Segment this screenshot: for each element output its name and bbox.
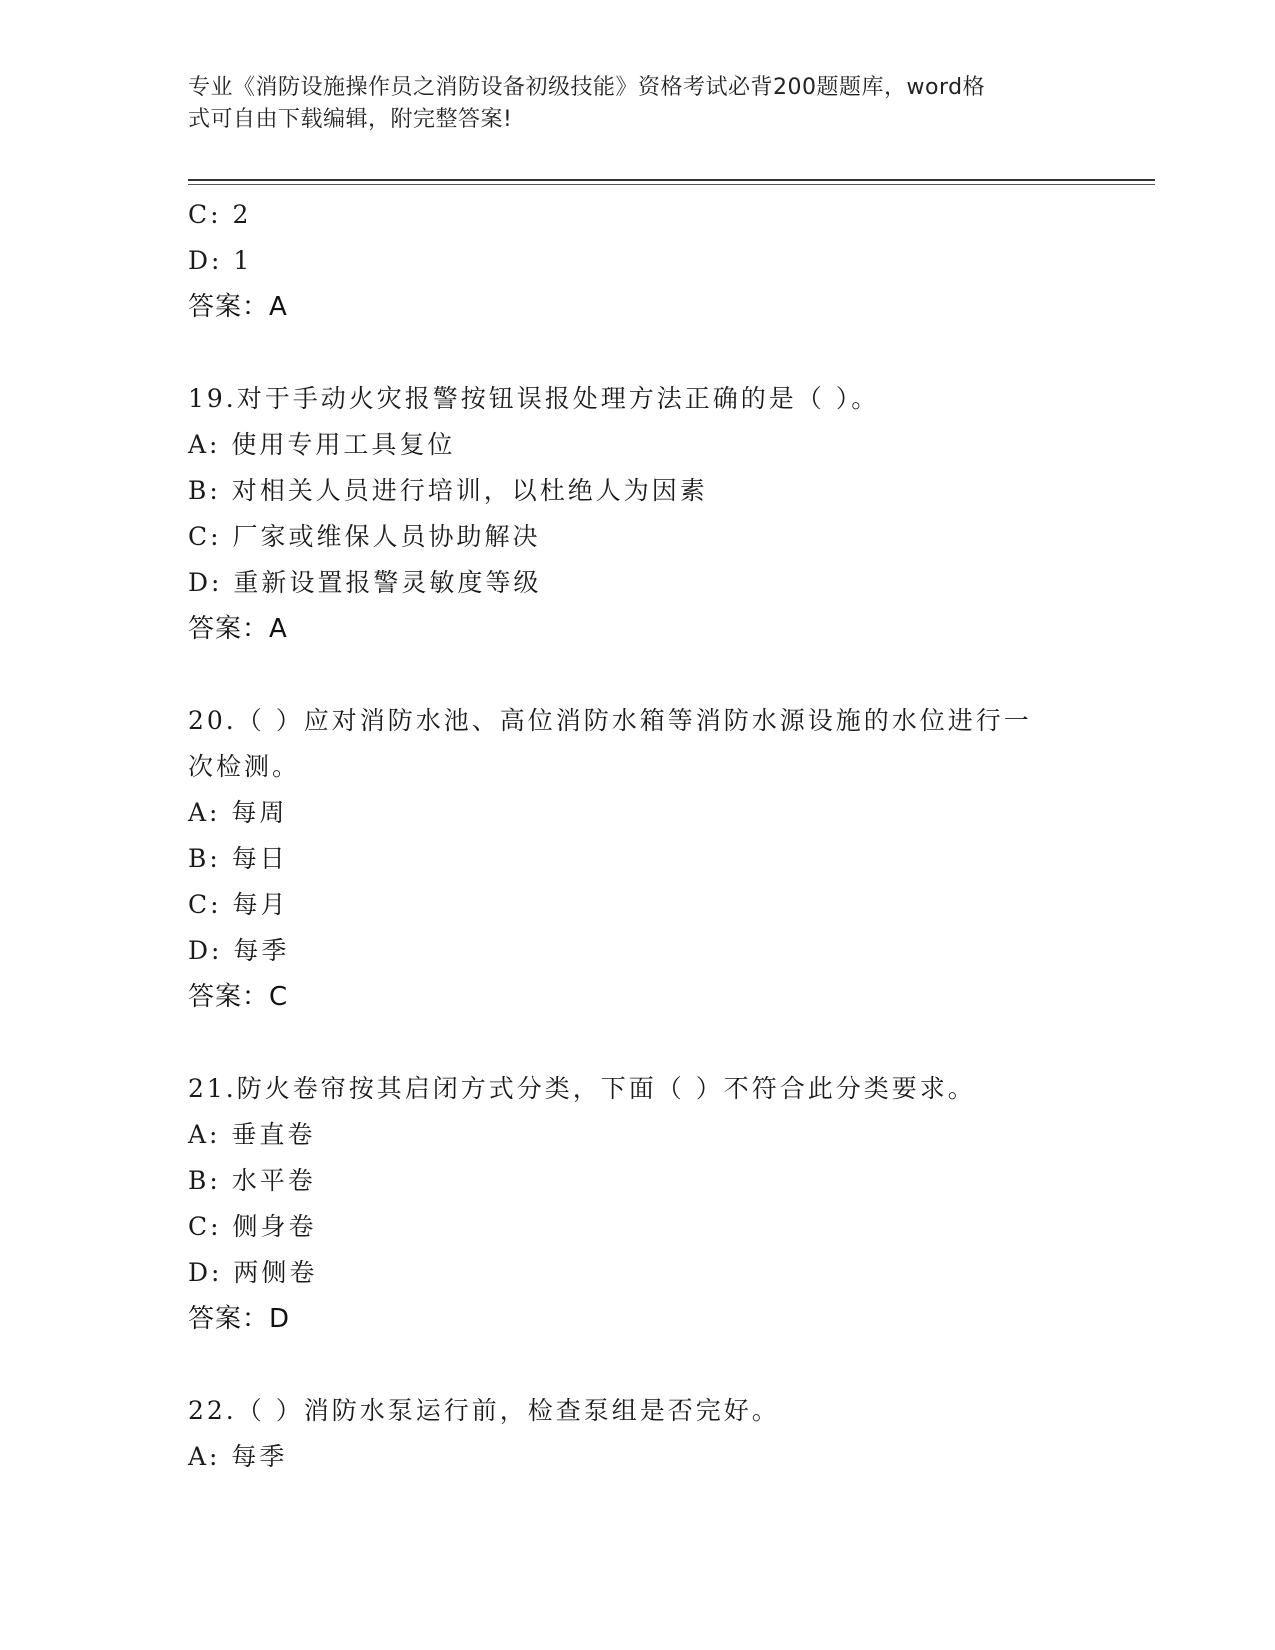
option-a: A: 使用专用工具复位: [188, 430, 456, 459]
option-c: C: 每月: [188, 890, 289, 919]
answer-line: 答案：C: [188, 982, 289, 1012]
question-stem: 19.对于手动火灾报警按钮误报处理方法正确的是（ ）。: [188, 384, 880, 413]
question-20: [188, 698, 1088, 1020]
option-d: D: 每季: [188, 936, 290, 965]
spacer: [188, 1342, 1088, 1388]
option-b: B: 对相关人员进行培训，以杜绝人为因素: [188, 476, 708, 505]
answer-line: 答案：A: [188, 614, 288, 644]
spacer: [188, 652, 1088, 698]
question-18: [188, 192, 1088, 330]
header-divider-thin: [188, 184, 1155, 185]
header-line-2: 式可自由下载编辑，附完整答案!: [188, 107, 513, 132]
spacer: [188, 330, 1088, 376]
answer-line: 答案：D: [188, 1304, 291, 1334]
header-line-1: 专业《消防设施操作员之消防设备初级技能》资格考试必背200题题库，word格: [188, 75, 986, 100]
answer-line: 答案：A: [188, 292, 288, 322]
document-header: [188, 72, 1088, 136]
option-c: C: 侧身卷: [188, 1212, 317, 1241]
option-b: B: 每日: [188, 844, 288, 873]
question-19: [188, 376, 1088, 652]
option-d: D: 重新设置报警灵敏度等级: [188, 568, 542, 597]
question-stem: 20.（ ）应对消防水池、高位消防水箱等消防水源设施的水位进行一: [188, 706, 1032, 735]
question-stem: 22.（ ）消防水泵运行前，检查泵组是否完好。: [188, 1396, 780, 1425]
question-stem: 21.防火卷帘按其启闭方式分类，下面（ ）不符合此分类要求。: [188, 1074, 976, 1103]
option-a: A: 每周: [188, 798, 288, 827]
option-a: A: 垂直卷: [188, 1120, 316, 1149]
question-stem-continued: 次检测。: [188, 752, 301, 781]
question-list: [188, 192, 1088, 1480]
option-c: C: 厂家或维保人员协助解决: [188, 522, 541, 551]
option-d: D: 1: [188, 246, 253, 275]
option-c: C: 2: [188, 200, 252, 229]
spacer: [188, 1020, 1088, 1066]
question-21: [188, 1066, 1088, 1342]
option-b: B: 水平卷: [188, 1166, 316, 1195]
question-22: [188, 1388, 1088, 1480]
header-divider-thick: [188, 179, 1155, 181]
option-a: A: 每季: [188, 1442, 288, 1471]
option-d: D: 两侧卷: [188, 1258, 318, 1287]
